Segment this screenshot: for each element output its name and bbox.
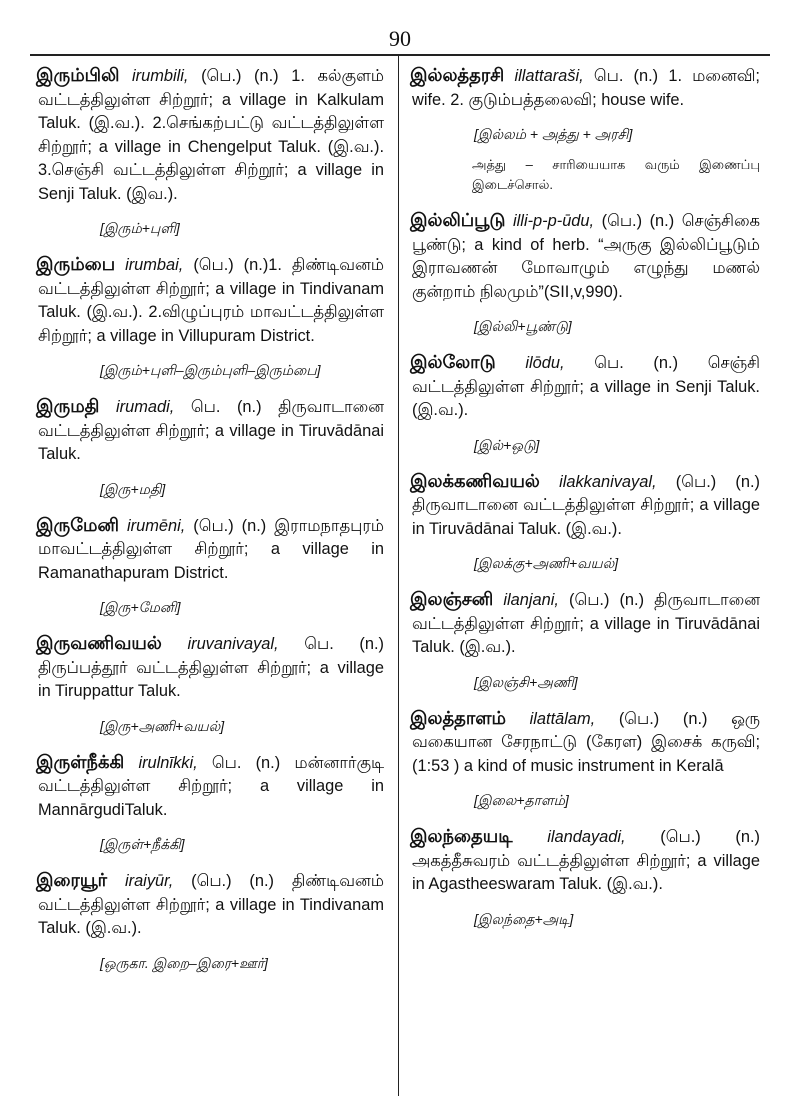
dictionary-entry xyxy=(38,632,384,737)
entry-body-text: (பெ.) (n.) திண்டிவனம் வட்டத்திலுள்ள சிற்றூர்; a village in Tindivanam Taluk. (இ.வ.). xyxy=(38,872,384,937)
entry-headword: இரையூர் xyxy=(36,870,108,890)
dictionary-entry xyxy=(38,751,384,856)
entry-body-text: (பெ.) (n.) இராமநாதபுரம் மாவட்டத்திலுள்ள சிற்றூர்; a village in Ramanathapuram District. xyxy=(38,516,384,582)
dictionary-entry xyxy=(412,588,760,693)
entry-body-text: (பெ.) (n.) செஞ்சிகை பூண்டு; a kind of herb. “அருகு இல்லிப்பூடும் இராவணன் மோவாழும் எழுந்து மணல் குன்றாம் நிலமும்”(SII,v,990). xyxy=(412,212,760,301)
entry-transliteration: ilōdu, xyxy=(525,354,565,372)
dictionary-entry xyxy=(412,209,760,337)
entry-transliteration: ilanjani, xyxy=(503,591,559,609)
header-rule xyxy=(30,54,770,56)
entry-definition xyxy=(412,64,760,112)
entry-headword: இரும்பிலி xyxy=(36,65,120,85)
entry-transliteration: illi-p-p-ūdu, xyxy=(513,212,595,230)
entry-definition xyxy=(38,751,384,823)
entry-transliteration: iraiyūr, xyxy=(124,872,174,890)
entry-headword: இருள்நீக்கி xyxy=(36,751,125,772)
entry-body-text: (பெ.) (n.) அகத்தீசுவரம் வட்டத்திலுள்ள சிற்றூர்; a village in Agastheeswaram Taluk. (இ.வ.). xyxy=(412,828,760,893)
entry-definition xyxy=(412,588,760,660)
entry-headword: இருமேனி xyxy=(36,514,119,535)
entry-body-text: (பெ.) (n.) ஒரு வகையான சேரநாட்டு (கேரள) இசைக் கருவி; (1:53 ) a kind of music instrument in Keralā xyxy=(412,709,760,775)
entry-headword: இலத்தாளம் xyxy=(410,707,507,728)
entry-headword: இலந்தையடி xyxy=(410,826,513,846)
entry-headword: இலக்கணிவயல் xyxy=(410,470,540,491)
entry-transliteration: irumbai, xyxy=(125,256,184,274)
entry-etymology: [இல்+ஒடு] xyxy=(474,436,540,453)
entry-body-text: (பெ.) (n.)1. திண்டிவனம் வட்டத்திலுள்ள சிற்றூர்; a village in Tindivanam Taluk. (இ.வ.). 2.விழுப்புரம் மாவட்டத்திலுள்ள சிற்றூர்; a village in Villupuram District. xyxy=(38,256,384,345)
entry-etymology: [இலந்தை+அடி] xyxy=(474,910,574,927)
entry-etymology: [இலஞ்சி+அணி] xyxy=(474,673,578,690)
column-divider xyxy=(398,56,399,1096)
entry-etymology: [இரு+அணி+வயல்] xyxy=(100,717,225,734)
entry-body-text: (பெ.) (n.) திருவாடானை வட்டத்திலுள்ள சிற்றூர்; a village in Tiruvādānai Taluk. (இ.வ.). xyxy=(412,472,760,538)
entry-definition xyxy=(412,351,760,423)
entry-etymology: [இல்லி+பூண்டு] xyxy=(474,318,572,334)
entry-headword: இருமதி xyxy=(36,396,100,416)
dictionary-entry xyxy=(412,470,760,575)
dictionary-entry xyxy=(38,395,384,500)
entry-transliteration: irulnīkki, xyxy=(138,753,198,772)
entry-headword: இல்லோடு xyxy=(410,352,496,372)
entry-transliteration: iruvanivayal, xyxy=(187,635,279,653)
entry-definition xyxy=(38,64,384,206)
dictionary-entry xyxy=(412,707,760,812)
entry-etymology: [இருள்+நீக்கி] xyxy=(100,836,185,852)
entry-transliteration: irumēni, xyxy=(126,516,186,535)
entry-etymology: [ஒருகா. இறை–இரை+ஊர்] xyxy=(100,954,268,971)
entry-definition xyxy=(38,253,384,348)
entry-etymology: [இரு+மதி] xyxy=(100,480,166,497)
entry-body-text: பெ. (n.) மன்னார்குடி வட்டத்திலுள்ள சிற்றூர்; a village in MannārgudiTaluk. xyxy=(38,753,385,819)
entry-body-text: பெ. (n.) 1. மனைவி; wife. 2. குடும்பத்தலைவி; house wife. xyxy=(412,67,760,109)
dictionary-entry xyxy=(38,514,384,619)
entry-definition xyxy=(38,869,384,941)
entry-definition xyxy=(38,514,384,586)
entry-headword: இல்லிப்பூடு xyxy=(410,210,506,230)
entry-definition xyxy=(38,632,384,704)
entry-etymology: [இல்லம் + அத்து + அரசி] xyxy=(474,126,633,142)
entry-body-text: பெ. (n.) செஞ்சி வட்டத்திலுள்ள சிற்றூர்; a village in Senji Taluk. (இ.வ.). xyxy=(412,354,760,419)
entry-definition xyxy=(412,825,760,897)
dictionary-entry xyxy=(38,869,384,974)
entry-body-text: பெ. (n.) திருப்பத்தூர் வட்டத்திலுள்ள சிற்றூர்; a village in Tiruppattur Taluk. xyxy=(38,635,385,700)
entry-definition xyxy=(412,707,760,779)
entry-transliteration: ilakkanivayal, xyxy=(559,472,657,491)
entry-headword: இல்லத்தரசி xyxy=(410,65,505,85)
entry-etymology: [இரும்+புளி–இரும்புளி–இரும்பை] xyxy=(100,362,321,378)
dictionary-entry xyxy=(412,825,760,930)
entry-note: அத்து – சாரியையாக வரும் இணைப்பு இடைச்சொல். xyxy=(472,157,760,192)
entry-body-text: (பெ.) (n.) 1. கல்குளம் வட்டத்திலுள்ள சிற்றூர்; a village in Kalkulam Taluk. (இ.வ.). 2.செங்கற்பட்டு வட்டத்திலுள்ள சிற்றூர்; a village in Chengelput Taluk. (இ.வ.). 3.செஞ்சி வட்டத்திலுள்ள சிற்றூர்; a village in Senji Taluk. (இவ.). xyxy=(38,67,384,203)
entry-transliteration: irumbili, xyxy=(132,67,189,85)
entry-transliteration: illattaraši, xyxy=(514,67,584,85)
dictionary-entry xyxy=(38,64,384,239)
dictionary-entry xyxy=(412,351,760,456)
entry-definition xyxy=(412,209,760,304)
entry-body-text: பெ. (n.) திருவாடானை வட்டத்திலுள்ள சிற்றூர்; a village in Tiruvādānai Taluk. xyxy=(38,398,384,463)
entry-headword: இரும்பை xyxy=(36,254,116,274)
entry-etymology: [இரும்+புளி] xyxy=(100,220,180,236)
entry-transliteration: ilandayadi, xyxy=(547,828,626,846)
entry-transliteration: ilattālam, xyxy=(529,709,596,728)
right-column xyxy=(412,64,760,944)
dictionary-entry xyxy=(38,253,384,381)
entry-definition xyxy=(38,395,384,467)
entry-body-text: (பெ.) (n.) திருவாடானை வட்டத்திலுள்ள சிற்றூர்; a village in Tiruvādānai Taluk. (இ.வ.). xyxy=(412,591,760,656)
left-column xyxy=(38,64,384,988)
entry-headword: இலஞ்சனி xyxy=(410,589,494,609)
dictionary-entry xyxy=(412,64,760,195)
entry-etymology: [இலை+தாளம்] xyxy=(474,792,569,808)
entry-definition xyxy=(412,470,760,542)
entry-transliteration: irumadi, xyxy=(116,398,175,416)
entry-etymology: [இலக்கு+அணி+வயல்] xyxy=(474,555,619,571)
entry-headword: இருவணிவயல் xyxy=(36,633,162,653)
entry-etymology: [இரு+மேனி] xyxy=(100,599,181,615)
page-number: 90 xyxy=(389,26,411,51)
